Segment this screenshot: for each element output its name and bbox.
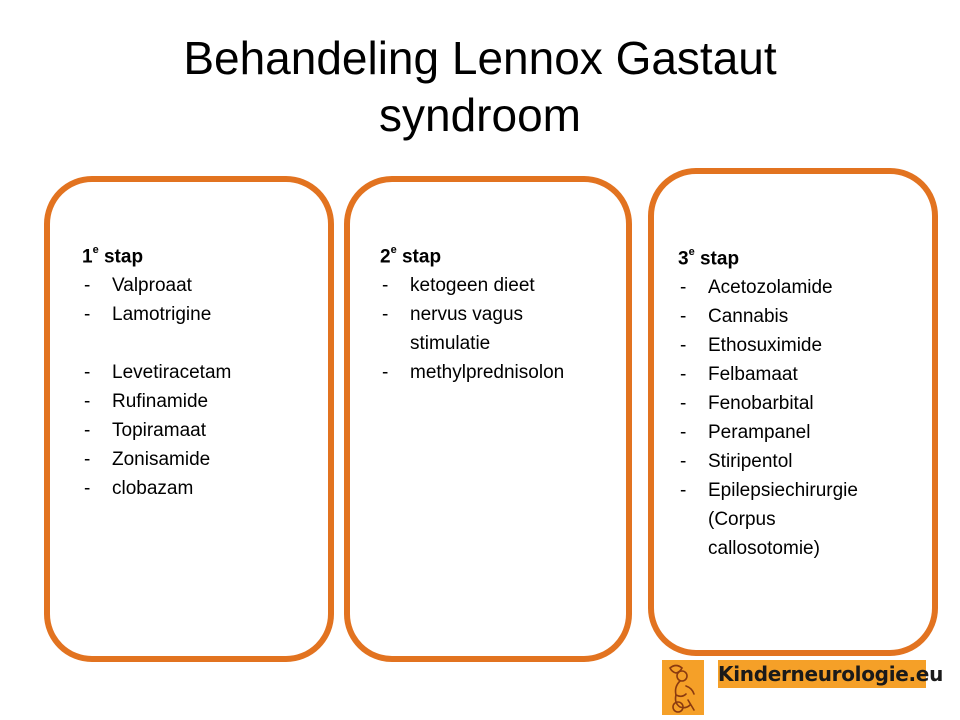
slide-title-line1: Behandeling Lennox Gastaut	[183, 32, 777, 84]
step-3-content	[678, 240, 878, 563]
list-item: - nervus vagus stimulatie	[382, 304, 524, 355]
step-1-list	[82, 271, 231, 329]
list-item: - Felbamaat	[680, 364, 798, 386]
slide-title-line2: syndroom	[379, 89, 581, 141]
list-item: - Epilepsiechirurgie (Corpus callosotomie)	[680, 480, 858, 560]
list-item: - Acetozolamide	[680, 277, 833, 299]
brand-label[interactable]: Kinderneurologie.eu	[718, 662, 944, 686]
list-item: - Perampanel	[680, 422, 811, 444]
step-1-heading: 1e stap	[82, 244, 144, 268]
list-spacer	[82, 329, 231, 358]
list-item: - Cannabis	[680, 306, 789, 328]
list-item: - ketogeen dieet	[382, 275, 535, 297]
list-item: - Ethosuximide	[680, 335, 823, 357]
list-item: - Topiramaat	[84, 420, 206, 442]
step-1-content	[82, 238, 231, 503]
list-item: - Zonisamide	[84, 449, 211, 471]
step-1-box	[44, 176, 334, 662]
list-item: - Stiripentol	[680, 451, 793, 473]
step-2-box	[344, 176, 632, 662]
list-item: - Levetiracetam	[84, 362, 232, 384]
logo-drawing	[662, 660, 704, 715]
step-2-list	[380, 271, 590, 387]
step-3-box	[648, 168, 938, 656]
step-3-heading: 3e stap	[678, 246, 740, 270]
list-item: - Valproaat	[84, 275, 192, 297]
list-item: - Fenobarbital	[680, 393, 814, 415]
list-item: - Rufinamide	[84, 391, 209, 413]
child-figure-icon	[662, 660, 704, 715]
step-2-content	[380, 238, 590, 387]
step-2-heading: 2e stap	[380, 244, 442, 268]
step-1-list-b	[82, 358, 231, 503]
list-item: - Lamotrigine	[84, 304, 212, 326]
slide-title	[0, 30, 960, 144]
list-item: - methylprednisolon	[382, 362, 565, 384]
list-item: - clobazam	[84, 478, 194, 500]
step-3-list	[678, 273, 878, 563]
